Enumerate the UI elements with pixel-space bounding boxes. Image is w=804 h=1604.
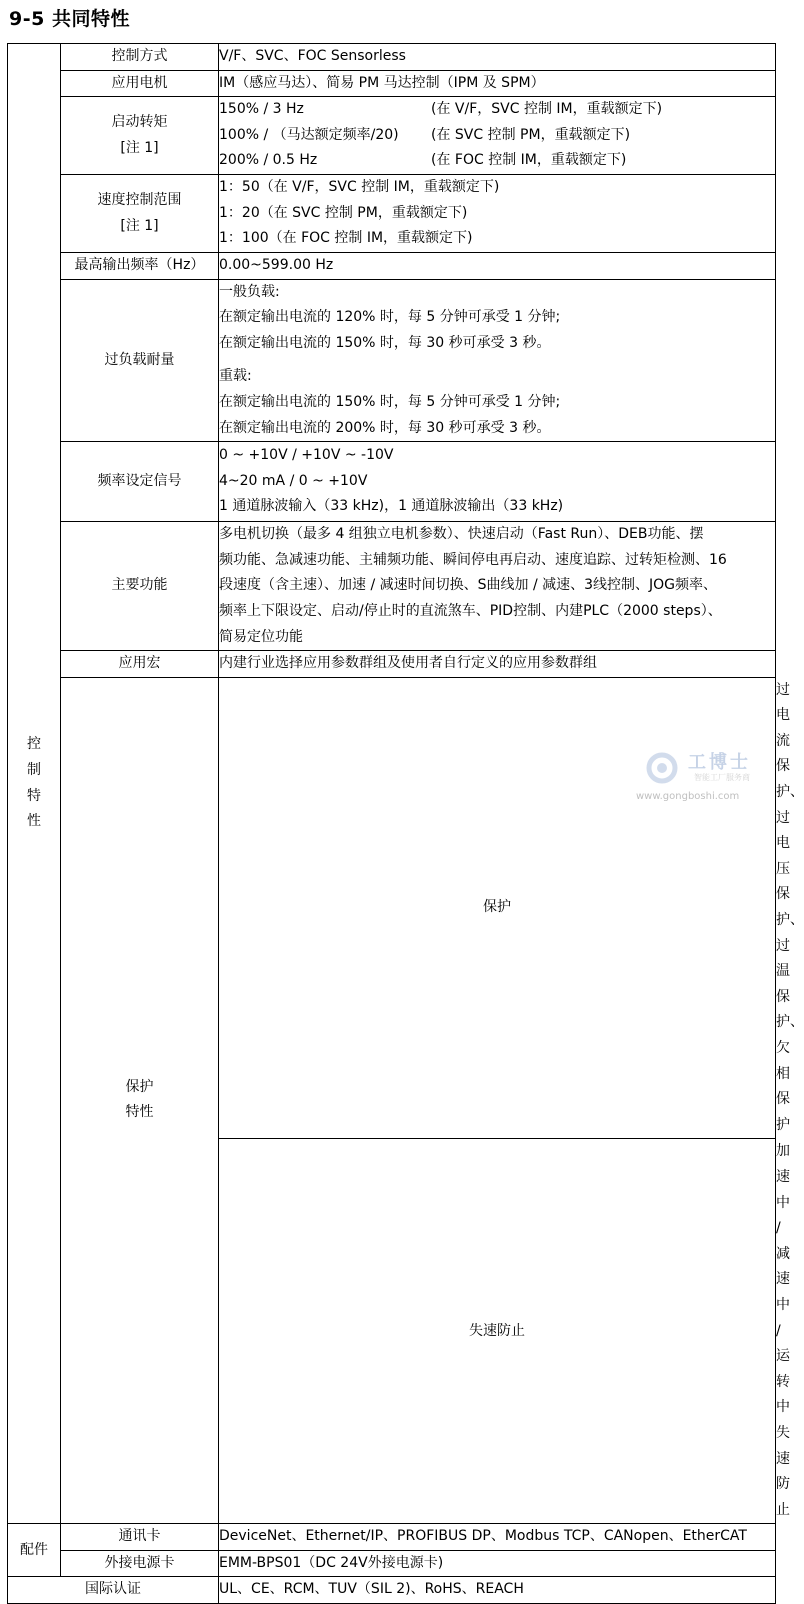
row-label: 启动转矩 [注 1] [61,97,219,175]
row-label: 应用宏 [61,651,219,678]
row-label: 国际认证 [8,1577,219,1604]
table-row [8,1524,776,1551]
row-value: 0.00~599.00 Hz [219,252,776,279]
row-label: 保护 [219,677,776,1139]
row-label: 失速防止 [219,1139,776,1524]
row-value: 1：50（在 V/F，SVC 控制 IM，重载额定下) 1：20（在 SVC 控制 PM，重载额定下) 1：100（在 FOC 控制 IM，重载额定下) [219,175,776,253]
row-label: 频率设定信号 [61,442,219,522]
row-label: 通讯卡 [61,1524,219,1551]
row-value: EMM-BPS01（DC 24V外接电源卡) [219,1550,776,1577]
row-value: DeviceNet、Ethernet/IP、PROFIBUS DP、Modbus TCP、CANopen、EtherCAT [219,1524,776,1551]
watermark-logo: 工博士 智能工厂服务商 www.gongboshi.com [636,746,776,802]
row-value: IM（感应马达）、简易 PM 马达控制（IPM 及 SPM） [219,70,776,97]
row-label: 最高输出频率（Hz） [61,252,219,279]
section-title: 9-5 共同特性 [9,8,130,30]
table-row [8,1577,776,1604]
row-label: 外接电源卡 [61,1550,219,1577]
row-value: 150% / 3 Hz (在 V/F，SVC 控制 IM，重载额定下) 100% / （马达额定频率/20) (在 SVC 控制 PM，重载额定下) 200% / 0.5 Hz (在 FOC 控制 IM，重载额定下) [219,97,776,175]
category-accessories: 配件 [8,1524,61,1577]
table-row: 失速防止 加速中 / 减速中 / 运转中失速防止 [8,1139,776,1524]
row-value: 多电机切换（最多 4 组独立电机参数）、快速启动（Fast Run）、DEB功能、摆 频功能、急减速功能、主辅频功能、瞬间停电再启动、速度追踪、过转矩检测、16 段速度（含主速）、加速 / 减速时间切换、S曲线加 / 减速、3线控制、JOG频率、 频率上下限设定、启动/停止时的直流煞车、PID控制、内建PLC（2000 steps）、 简易定位功能 [219,522,776,651]
table-row [8,70,776,97]
row-value: 内建行业选择应用参数群组及使用者自行定义的应用参数群组 [219,651,776,678]
row-label: 主要功能 [61,522,219,651]
category-protection: 保护 特性 [61,677,219,1524]
table-row [8,252,776,279]
table-row [8,651,776,678]
row-value: UL、CE、RCM、TUV（SIL 2)、RoHS、REACH [219,1577,776,1604]
row-label: 应用电机 [61,70,219,97]
row-label: 速度控制范围 [注 1] [61,175,219,253]
category-control: 控 制 特 性 [8,44,61,1524]
table-row [8,522,776,651]
table-row [8,97,776,175]
row-value: V/F、SVC、FOC Sensorless [219,44,776,71]
table-row [8,279,776,442]
row-value: 一般负载: 在额定输出电流的 120% 时，每 5 分钟可承受 1 分钟; 在额定输出电流的 150% 时，每 30 秒可承受 3 秒。 重载: 在额定输出电流的 150% 时，每 5 分钟可承受 1 分钟; 在额定输出电流的 200% 时，每 30 秒可承受 3 秒。 [219,279,776,442]
table-row: 保护 特性 保护 过电流保护、过电压保护、过温保护、欠相保护 [8,677,776,1139]
row-label: 过负载耐量 [61,279,219,442]
gear-icon [640,746,684,790]
row-label: 控制方式 [61,44,219,71]
table-row [8,175,776,253]
table-row [8,442,776,522]
table-row [8,44,776,71]
row-value: 0 ~ +10V / +10V ~ -10V 4~20 mA / 0 ~ +10V 1 通道脉波输入（33 kHz)，1 通道脉波输出（33 kHz) [219,442,776,522]
table-row [8,1550,776,1577]
spec-table [7,43,804,1604]
